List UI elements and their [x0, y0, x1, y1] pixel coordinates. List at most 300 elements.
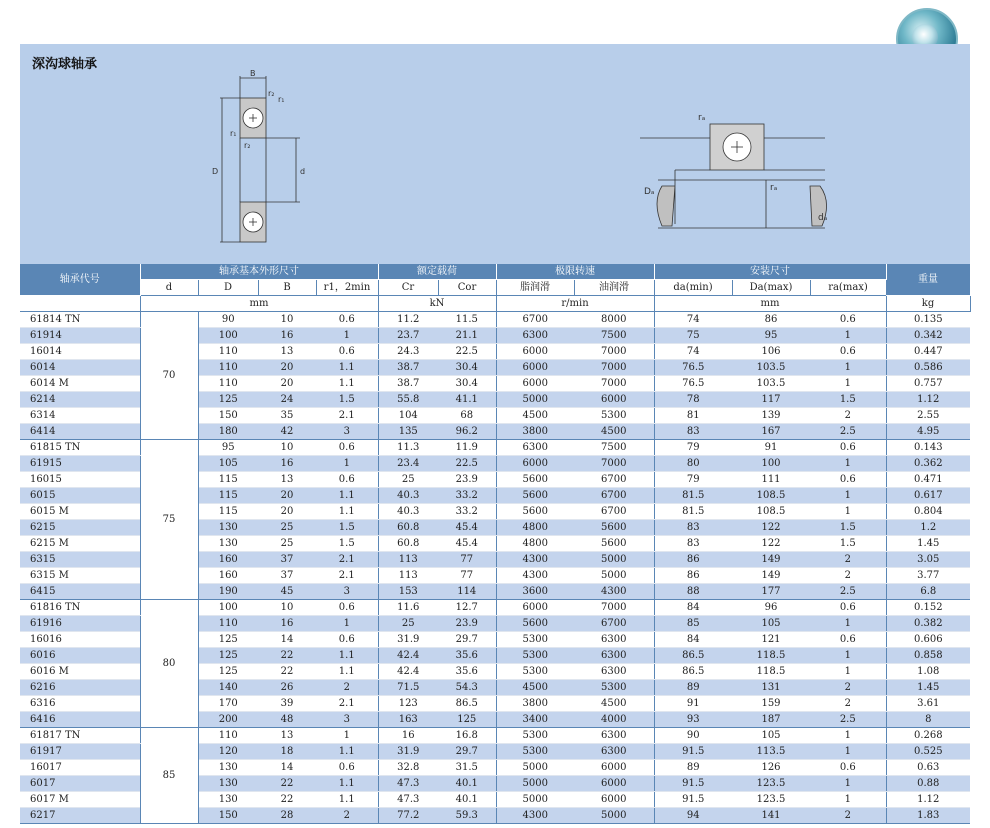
cell-ra-max: 2 — [810, 552, 886, 568]
cell-Cr: 31.9 — [378, 744, 438, 760]
cell-Da-max: 126 — [732, 760, 810, 776]
cell-Da-max: 96 — [732, 600, 810, 616]
mounting-dimensions-diagram — [640, 94, 830, 234]
cell-oil: 7000 — [574, 600, 654, 616]
cell-weight: 0.471 — [886, 472, 970, 488]
unit-kN: kN — [378, 296, 496, 312]
cell-D: 140 — [198, 680, 258, 696]
cell-Cor: 33.2 — [438, 504, 496, 520]
cell-ra-max: 1 — [810, 376, 886, 392]
cell-model: 61917 — [20, 744, 140, 760]
cell-grease: 4300 — [496, 552, 574, 568]
cell-grease: 5000 — [496, 776, 574, 792]
cell-r: 2.1 — [316, 408, 378, 424]
cell-r: 1.1 — [316, 664, 378, 680]
cell-grease: 5600 — [496, 504, 574, 520]
cell-B: 20 — [258, 488, 316, 504]
cell-da-min: 85 — [654, 616, 732, 632]
unit-rpm: r/min — [496, 296, 654, 312]
cell-ra-max: 0.6 — [810, 440, 886, 456]
cell-da-min: 90 — [654, 728, 732, 744]
cell-D: 125 — [198, 632, 258, 648]
cell-r: 2 — [316, 680, 378, 696]
cell-D: 130 — [198, 760, 258, 776]
cell-Da-max: 106 — [732, 344, 810, 360]
cell-model: 6316 — [20, 696, 140, 712]
cell-Cr: 42.4 — [378, 648, 438, 664]
cell-Cr: 71.5 — [378, 680, 438, 696]
cell-model: 61916 — [20, 616, 140, 632]
cell-Cor: 29.7 — [438, 744, 496, 760]
cell-weight: 1.08 — [886, 664, 970, 680]
cell-grease: 5000 — [496, 760, 574, 776]
cell-weight: 8 — [886, 712, 970, 728]
cell-model: 6017 M — [20, 792, 140, 808]
cell-da-min: 74 — [654, 344, 732, 360]
cell-r: 1.5 — [316, 520, 378, 536]
cell-D: 180 — [198, 424, 258, 440]
cell-Cor: 12.7 — [438, 600, 496, 616]
cell-Cr: 47.3 — [378, 792, 438, 808]
cell-r: 2.1 — [316, 696, 378, 712]
cell-da-min: 93 — [654, 712, 732, 728]
cell-Da-max: 103.5 — [732, 376, 810, 392]
cell-grease: 6000 — [496, 600, 574, 616]
cell-model: 61814 TN — [20, 312, 140, 328]
cell-Cr: 11.3 — [378, 440, 438, 456]
cell-grease: 5000 — [496, 792, 574, 808]
cell-ra-max: 2.5 — [810, 584, 886, 600]
cell-model: 16016 — [20, 632, 140, 648]
cell-D: 100 — [198, 328, 258, 344]
cell-B: 13 — [258, 344, 316, 360]
cell-B: 48 — [258, 712, 316, 728]
cell-model: 16014 — [20, 344, 140, 360]
cell-Cr: 60.8 — [378, 520, 438, 536]
cell-weight: 0.342 — [886, 328, 970, 344]
table-row — [20, 600, 970, 616]
cell-oil: 6700 — [574, 616, 654, 632]
label-B: B — [250, 69, 256, 78]
cell-Cr: 11.2 — [378, 312, 438, 328]
cell-weight: 0.858 — [886, 648, 970, 664]
cell-weight: 1.12 — [886, 792, 970, 808]
cell-model: 6217 — [20, 808, 140, 824]
cell-Da-max: 123.5 — [732, 792, 810, 808]
cell-oil: 6000 — [574, 760, 654, 776]
cell-da-min: 76.5 — [654, 360, 732, 376]
cell-Da-max: 108.5 — [732, 504, 810, 520]
cell-B: 28 — [258, 808, 316, 824]
cell-ra-max: 0.6 — [810, 344, 886, 360]
cell-Da-max: 131 — [732, 680, 810, 696]
cell-Cr: 38.7 — [378, 360, 438, 376]
cell-Cor: 125 — [438, 712, 496, 728]
cell-D: 100 — [198, 600, 258, 616]
cell-da-min: 91.5 — [654, 744, 732, 760]
cell-model: 6314 — [20, 408, 140, 424]
cell-B: 37 — [258, 568, 316, 584]
cell-r: 0.6 — [316, 312, 378, 328]
page-title: 深沟球轴承 — [32, 57, 98, 72]
cell-d: 85 — [140, 728, 198, 824]
cell-grease: 6300 — [496, 328, 574, 344]
table-body — [20, 312, 970, 824]
cell-oil: 7000 — [574, 456, 654, 472]
cell-Cor: 59.3 — [438, 808, 496, 824]
cell-Cr: 23.4 — [378, 456, 438, 472]
cell-Cor: 96.2 — [438, 424, 496, 440]
cell-B: 20 — [258, 376, 316, 392]
cell-B: 16 — [258, 616, 316, 632]
cell-Da-max: 86 — [732, 312, 810, 328]
cell-D: 130 — [198, 792, 258, 808]
cell-oil: 6300 — [574, 664, 654, 680]
cell-Cr: 113 — [378, 552, 438, 568]
cell-r: 1 — [316, 456, 378, 472]
cell-da-min: 89 — [654, 680, 732, 696]
cell-Cr: 32.8 — [378, 760, 438, 776]
cell-grease: 6700 — [496, 312, 574, 328]
cell-weight: 0.152 — [886, 600, 970, 616]
cell-da-min: 81 — [654, 408, 732, 424]
cell-Cr: 40.3 — [378, 488, 438, 504]
cell-B: 20 — [258, 504, 316, 520]
cell-Cor: 22.5 — [438, 456, 496, 472]
header-load-group: 额定载荷 — [378, 264, 496, 280]
cell-ra-max: 0.6 — [810, 472, 886, 488]
cell-ra-max: 1 — [810, 504, 886, 520]
cell-da-min: 86 — [654, 568, 732, 584]
cell-Da-max: 100 — [732, 456, 810, 472]
cell-ra-max: 2 — [810, 408, 886, 424]
subheader-r: r1，2min — [316, 280, 378, 296]
cell-r: 1 — [316, 728, 378, 744]
cell-ra-max: 1.5 — [810, 520, 886, 536]
cell-D: 125 — [198, 664, 258, 680]
cell-Da-max: 103.5 — [732, 360, 810, 376]
cell-r: 1.1 — [316, 488, 378, 504]
cell-model: 6416 — [20, 712, 140, 728]
cell-B: 24 — [258, 392, 316, 408]
cell-grease: 5300 — [496, 744, 574, 760]
label-r2-mid: r₂ — [244, 141, 251, 150]
cell-r: 3 — [316, 424, 378, 440]
cell-Cr: 104 — [378, 408, 438, 424]
cell-B: 18 — [258, 744, 316, 760]
cell-oil: 4500 — [574, 424, 654, 440]
cell-D: 115 — [198, 472, 258, 488]
cell-model: 6315 — [20, 552, 140, 568]
cell-Da-max: 121 — [732, 632, 810, 648]
cell-ra-max: 1.5 — [810, 392, 886, 408]
cell-Cr: 16 — [378, 728, 438, 744]
cell-D: 160 — [198, 568, 258, 584]
cell-Cr: 60.8 — [378, 536, 438, 552]
unit-mm-dims: mm — [140, 296, 378, 312]
cell-D: 90 — [198, 312, 258, 328]
cell-grease: 4800 — [496, 520, 574, 536]
cell-D: 125 — [198, 392, 258, 408]
cell-B: 42 — [258, 424, 316, 440]
cell-oil: 7000 — [574, 344, 654, 360]
cell-d: 75 — [140, 440, 198, 600]
unit-mm-install: mm — [654, 296, 886, 312]
cell-Da-max: 91 — [732, 440, 810, 456]
cell-r: 1 — [316, 328, 378, 344]
cell-da-min: 83 — [654, 536, 732, 552]
cell-oil: 6300 — [574, 744, 654, 760]
diagram-panel — [20, 44, 970, 266]
cell-r: 1.5 — [316, 536, 378, 552]
header-weight: 重量 — [886, 264, 970, 296]
cell-r: 2.1 — [316, 552, 378, 568]
cell-model: 6215 — [20, 520, 140, 536]
cell-Da-max: 141 — [732, 808, 810, 824]
cell-grease: 6000 — [496, 456, 574, 472]
cell-r: 0.6 — [316, 472, 378, 488]
cell-oil: 7000 — [574, 360, 654, 376]
cell-Da-max: 108.5 — [732, 488, 810, 504]
cell-grease: 5600 — [496, 616, 574, 632]
cell-da-min: 79 — [654, 440, 732, 456]
cell-Cor: 11.5 — [438, 312, 496, 328]
cell-r: 3 — [316, 712, 378, 728]
cell-B: 20 — [258, 360, 316, 376]
cell-B: 16 — [258, 456, 316, 472]
cell-D: 115 — [198, 504, 258, 520]
cell-oil: 7500 — [574, 440, 654, 456]
cell-Da-max: 122 — [732, 520, 810, 536]
cell-oil: 5000 — [574, 552, 654, 568]
cell-ra-max: 2 — [810, 680, 886, 696]
cell-ra-max: 1 — [810, 776, 886, 792]
cell-da-min: 75 — [654, 328, 732, 344]
cell-model: 6414 — [20, 424, 140, 440]
cell-D: 160 — [198, 552, 258, 568]
cell-B: 14 — [258, 632, 316, 648]
cell-ra-max: 0.6 — [810, 632, 886, 648]
cell-weight: 0.382 — [886, 616, 970, 632]
cell-model: 61817 TN — [20, 728, 140, 744]
cell-ra-max: 2 — [810, 808, 886, 824]
label-ra-top: rₐ — [698, 113, 706, 123]
cell-oil: 4000 — [574, 712, 654, 728]
cell-Da-max: 149 — [732, 568, 810, 584]
cell-weight: 0.525 — [886, 744, 970, 760]
cell-da-min: 78 — [654, 392, 732, 408]
cell-grease: 3600 — [496, 584, 574, 600]
cell-Cor: 35.6 — [438, 648, 496, 664]
cell-grease: 5300 — [496, 664, 574, 680]
cell-D: 95 — [198, 440, 258, 456]
subheader-oil: 油润滑 — [574, 280, 654, 296]
cell-Da-max: 113.5 — [732, 744, 810, 760]
cell-Cr: 163 — [378, 712, 438, 728]
cell-r: 1.5 — [316, 392, 378, 408]
label-r1-top: r₁ — [278, 95, 285, 104]
cell-oil: 5300 — [574, 408, 654, 424]
cell-da-min: 91.5 — [654, 776, 732, 792]
cell-r: 0.6 — [316, 760, 378, 776]
cell-Cor: 45.4 — [438, 536, 496, 552]
cell-oil: 4500 — [574, 696, 654, 712]
cell-Cr: 31.9 — [378, 632, 438, 648]
cell-grease: 5300 — [496, 728, 574, 744]
cell-Da-max: 95 — [732, 328, 810, 344]
cell-da-min: 74 — [654, 312, 732, 328]
cell-oil: 6700 — [574, 488, 654, 504]
cell-grease: 3400 — [496, 712, 574, 728]
cell-da-min: 89 — [654, 760, 732, 776]
cell-Da-max: 177 — [732, 584, 810, 600]
cell-Da-max: 105 — [732, 616, 810, 632]
cell-weight: 1.83 — [886, 808, 970, 824]
cell-model: 6016 — [20, 648, 140, 664]
cell-grease: 5300 — [496, 632, 574, 648]
cell-ra-max: 1 — [810, 616, 886, 632]
cell-da-min: 86.5 — [654, 648, 732, 664]
cell-Cor: 35.6 — [438, 664, 496, 680]
subheader-D: D — [198, 280, 258, 296]
cell-B: 45 — [258, 584, 316, 600]
cell-da-min: 79 — [654, 472, 732, 488]
cell-Cr: 40.3 — [378, 504, 438, 520]
cell-ra-max: 1 — [810, 360, 886, 376]
cell-B: 26 — [258, 680, 316, 696]
cell-oil: 7000 — [574, 376, 654, 392]
cell-r: 2.1 — [316, 568, 378, 584]
cell-Da-max: 111 — [732, 472, 810, 488]
cell-Da-max: 139 — [732, 408, 810, 424]
cell-model: 16015 — [20, 472, 140, 488]
cell-grease: 6000 — [496, 344, 574, 360]
cell-model: 6016 M — [20, 664, 140, 680]
cell-ra-max: 1 — [810, 792, 886, 808]
cell-ra-max: 1 — [810, 456, 886, 472]
cell-Cr: 11.6 — [378, 600, 438, 616]
cell-model: 61914 — [20, 328, 140, 344]
cell-B: 35 — [258, 408, 316, 424]
cell-D: 110 — [198, 360, 258, 376]
cell-da-min: 88 — [654, 584, 732, 600]
cell-B: 13 — [258, 472, 316, 488]
header-install-group: 安装尺寸 — [654, 264, 886, 280]
cell-Cor: 33.2 — [438, 488, 496, 504]
cell-Da-max: 118.5 — [732, 648, 810, 664]
cell-Cor: 23.9 — [438, 616, 496, 632]
subheader-ra-max: ra(max) — [810, 280, 886, 296]
cell-B: 10 — [258, 312, 316, 328]
table-header-row — [20, 264, 970, 280]
cell-da-min: 91 — [654, 696, 732, 712]
cell-ra-max: 1 — [810, 648, 886, 664]
cell-da-min: 76.5 — [654, 376, 732, 392]
cell-B: 22 — [258, 792, 316, 808]
cell-grease: 6000 — [496, 376, 574, 392]
cell-weight: 4.95 — [886, 424, 970, 440]
cell-Cor: 41.1 — [438, 392, 496, 408]
cell-B: 37 — [258, 552, 316, 568]
cell-oil: 5600 — [574, 520, 654, 536]
cell-Cr: 42.4 — [378, 664, 438, 680]
cell-D: 120 — [198, 744, 258, 760]
cell-D: 105 — [198, 456, 258, 472]
cell-model: 6015 — [20, 488, 140, 504]
bearing-cross-section-diagram — [200, 68, 330, 248]
cell-oil: 6700 — [574, 504, 654, 520]
label-ra-bottom: rₐ — [770, 183, 778, 193]
cell-da-min: 81.5 — [654, 504, 732, 520]
cell-oil: 6300 — [574, 648, 654, 664]
cell-Da-max: 123.5 — [732, 776, 810, 792]
cell-oil: 5000 — [574, 808, 654, 824]
cell-D: 115 — [198, 488, 258, 504]
cell-weight: 1.12 — [886, 392, 970, 408]
subheader-grease: 脂润滑 — [496, 280, 574, 296]
cell-oil: 5000 — [574, 568, 654, 584]
cell-Cor: 45.4 — [438, 520, 496, 536]
cell-Cor: 40.1 — [438, 776, 496, 792]
cell-r: 0.6 — [316, 440, 378, 456]
cell-ra-max: 0.6 — [810, 760, 886, 776]
cell-model: 6215 M — [20, 536, 140, 552]
cell-ra-max: 1 — [810, 728, 886, 744]
cell-weight: 1.45 — [886, 680, 970, 696]
cell-r: 1.1 — [316, 744, 378, 760]
cell-Cor: 77 — [438, 568, 496, 584]
cell-Cr: 24.3 — [378, 344, 438, 360]
cell-ra-max: 2.5 — [810, 712, 886, 728]
cell-Cr: 113 — [378, 568, 438, 584]
cell-weight: 3.61 — [886, 696, 970, 712]
cell-model: 6415 — [20, 584, 140, 600]
cell-Cor: 86.5 — [438, 696, 496, 712]
subheader-d: d — [140, 280, 198, 296]
cell-Cor: 114 — [438, 584, 496, 600]
cell-da-min: 84 — [654, 632, 732, 648]
cell-B: 22 — [258, 664, 316, 680]
cell-Cor: 31.5 — [438, 760, 496, 776]
cell-D: 110 — [198, 728, 258, 744]
cell-da-min: 84 — [654, 600, 732, 616]
table-subheader-row — [20, 280, 970, 296]
subheader-Da-max: Da(max) — [732, 280, 810, 296]
cell-B: 39 — [258, 696, 316, 712]
cell-da-min: 91.5 — [654, 792, 732, 808]
cell-Cor: 21.1 — [438, 328, 496, 344]
cell-weight: 0.757 — [886, 376, 970, 392]
cell-Cr: 25 — [378, 616, 438, 632]
cell-model: 6216 — [20, 680, 140, 696]
cell-weight: 0.63 — [886, 760, 970, 776]
cell-oil: 6000 — [574, 792, 654, 808]
cell-Cor: 22.5 — [438, 344, 496, 360]
cell-da-min: 80 — [654, 456, 732, 472]
cell-Cr: 77.2 — [378, 808, 438, 824]
cell-B: 22 — [258, 648, 316, 664]
cell-weight: 0.268 — [886, 728, 970, 744]
cell-grease: 5600 — [496, 472, 574, 488]
cell-r: 1.1 — [316, 504, 378, 520]
cell-oil: 7500 — [574, 328, 654, 344]
cell-model: 6014 M — [20, 376, 140, 392]
cell-grease: 3800 — [496, 696, 574, 712]
cell-D: 130 — [198, 776, 258, 792]
table-row — [20, 728, 970, 744]
cell-B: 10 — [258, 440, 316, 456]
cell-model: 61816 TN — [20, 600, 140, 616]
